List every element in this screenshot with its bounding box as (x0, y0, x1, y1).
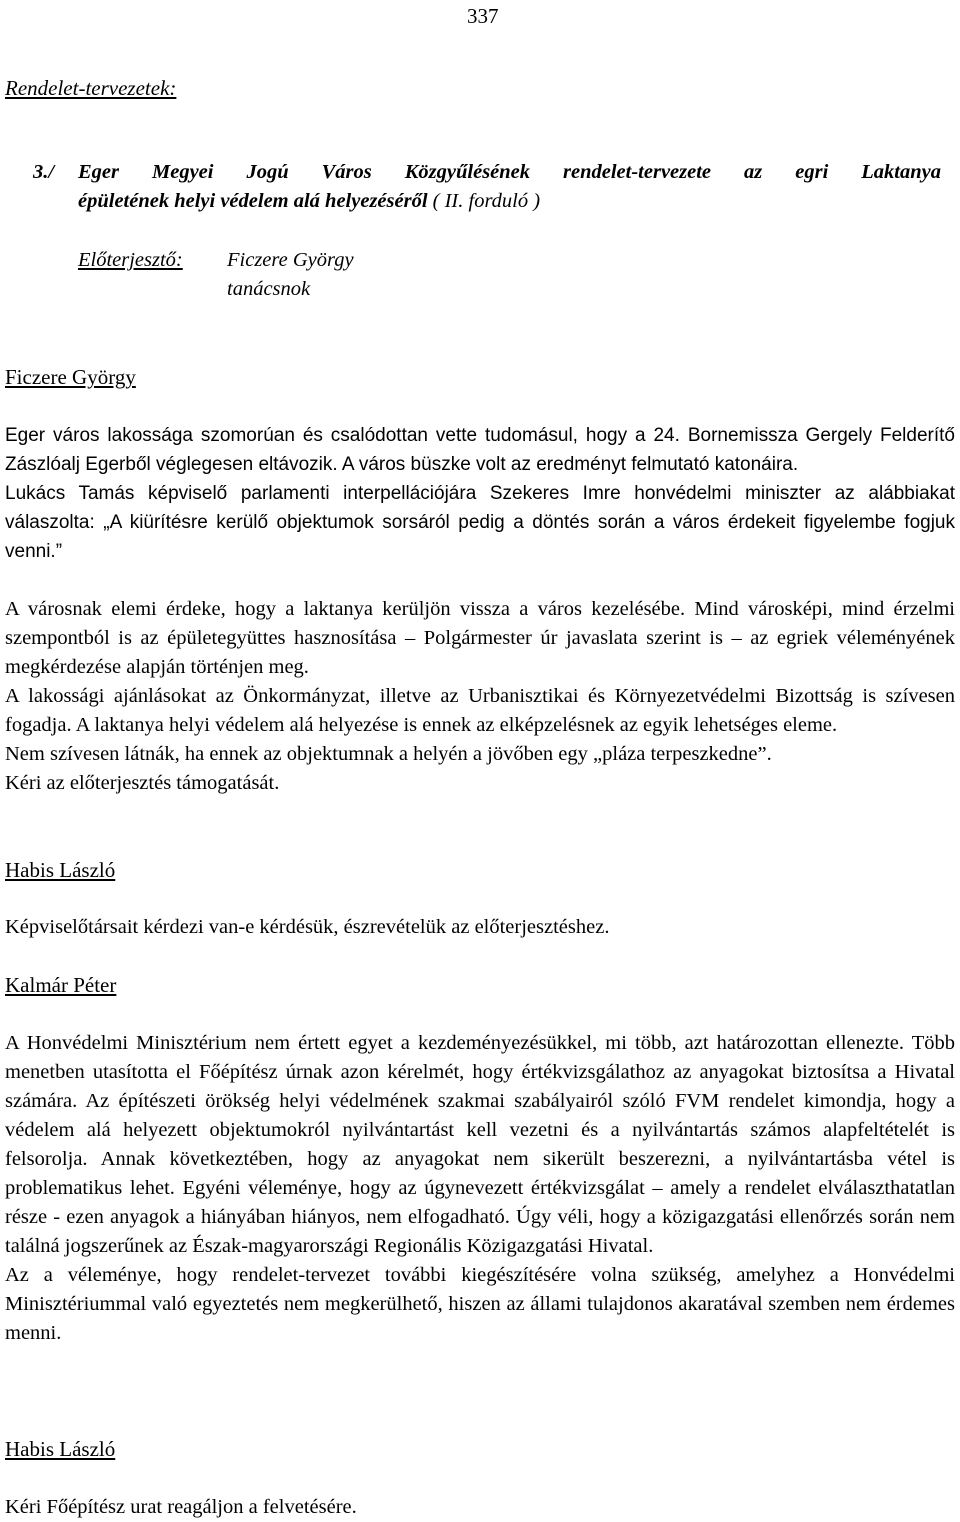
agenda-item-number: 3./ (33, 161, 55, 183)
agenda-item-title-line1: Eger Megyei Jogú Város Közgyűlésének rendelet-tervezete az egri Laktanya (78, 161, 941, 183)
speech-paragraph: Képviselőtársait kérdezi van-e kérdésük, észrevételük az előterjesztéshez. (5, 916, 610, 938)
agenda-item-title-bold: épületének helyi védelem alá helyezéséről (78, 190, 428, 212)
speech-paragraph: Kéri Főépítész urat reagáljon a felvetésére. (5, 1496, 357, 1518)
speech-paragraph: Nem szívesen látnák, ha ennek az objektumnak a helyén a jövőben egy „pláza terpeszkedne”. (5, 743, 772, 765)
speech-block (5, 1029, 955, 1348)
speaker-name: Habis László (5, 858, 116, 882)
speech-paragraph: A lakossági ajánlásokat az Önkormányzat, illetve az Urbanisztikai és Környezetvédelmi Bizottság is szívesen fogadja. A laktanya helyi védelem alá helyezése is ennek az elképzelésnek az egyik lehetséges eleme. (5, 685, 955, 736)
speech-block (5, 421, 955, 566)
speech-paragraph: Az a véleménye, hogy rendelet-tervezet további kiegészítésére volna szükség, amelyhez a Honvédelmi Minisztériummal való egyeztetés nem megkerülhető, hiszen az állami tulajdonos akaratával szemben nem érdemes menni. (5, 1264, 955, 1344)
speech-paragraph: A Honvédelmi Minisztérium nem értett egyet a kezdeményezésükkel, mi több, azt határozottan ellenezte. Több menetben utasította el Főépítész úrnak azon kérelmét, hogy értékvizsgálathoz az anyagokat biztosítsa a Hivatal számára. Az építészeti örökség helyi védelmének szakmai szabályairól szóló FVM rendelet kimondja, hogy a védelem alá helyezett objektumokról nyilvántartást kell vezetni és a nyilvántartás számos alapfeltételét is felsorolja. Annak következtében, hogy az anyagokat nem sikerült beszerezni, a nyilvántartásba vétel is problematikus lehet. Egyéni véleménye, hogy az úgynevezett értékvizsgálat – amely a rendelet elválaszthatatlan része - ezen anyagok a hiányában hiányos, nem elfogadható. Úgy véli, hogy a közigazgatási ellenőrzés során nem találná jogszerűnek az Észak-magyarországi Regionális Közigazgatási Hivatal. (5, 1032, 955, 1257)
speech-paragraph: Kéri az előterjesztés támogatását. (5, 772, 280, 794)
presenter-name: Ficzere György (227, 249, 354, 271)
speaker-name: Habis László (5, 1437, 116, 1461)
speech-paragraph: Lukács Tamás képviselő parlamenti interpellációjára Szekeres Imre honvédelmi miniszter az alábbiakat válaszolta: „A kiürítésre kerülő objektumok sorsáról pedig a döntés során a város érdekeit figyelembe fogjuk venni.” (5, 483, 955, 562)
document-page (5, 0, 955, 1521)
section-title: Rendelet-tervezetek: (5, 76, 177, 100)
speaker-name: Kalmár Péter (5, 973, 117, 997)
presenter (78, 246, 354, 300)
speech-block (5, 595, 955, 798)
speech-paragraph: Eger város lakossága szomorúan és csalódottan vette tudomásul, hogy a 24. Bornemissza Gergely Felderítő Zászlóalj Egerből véglegesen eltávozik. A város büszke volt az eredményt felmutató katonáira. (5, 425, 955, 475)
speaker-name: Ficzere György (5, 365, 136, 389)
speech-block (5, 913, 955, 942)
speech-block (5, 1493, 955, 1522)
presenter-role: tanácsnok (227, 278, 311, 300)
speech-paragraph: A városnak elemi érdeke, hogy a laktanya kerüljön vissza a város kezelésébe. Mind városképi, mind érzelmi szempontból is az épületegyüttes hasznosítása – Polgármester úr javaslata szerint is – az egriek véleményének megkérdezése alapján történjen meg. (5, 598, 955, 678)
agenda-item-title-round: ( II. forduló ) (427, 190, 541, 212)
agenda-item-title-line2 (78, 187, 540, 216)
page-number: 337 (467, 4, 499, 28)
presenter-label: Előterjesztő: (78, 249, 183, 271)
